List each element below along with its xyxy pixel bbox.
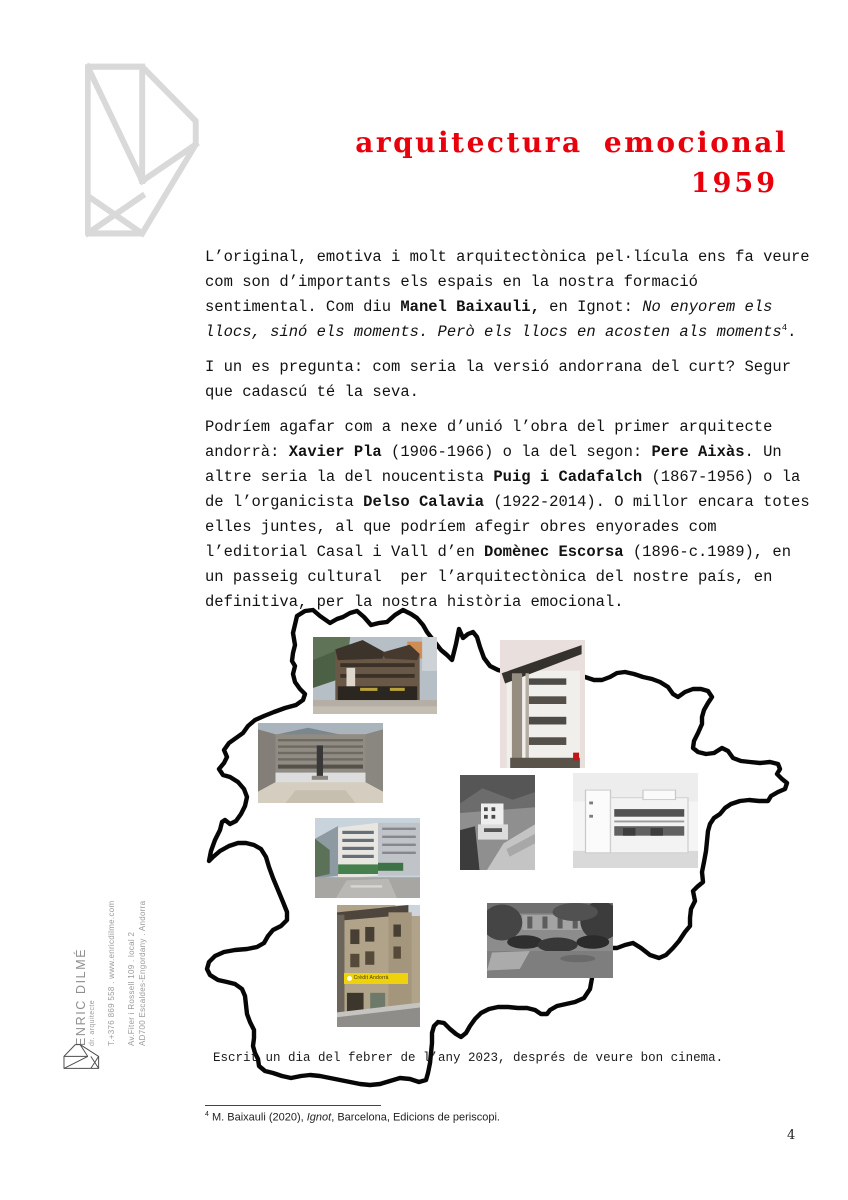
- photo-slanted-roof-building: [500, 640, 585, 768]
- photo-white-modernist-building: [573, 773, 698, 868]
- footnote-text: $^4$ M. Baixauli (2020), Ignot, Barcelona, Edicions de periscopi.: [205, 1111, 500, 1124]
- paragraph: I un es pregunta: com seria la versió andorrana del curt? Segur que cadascú té la seva.: [205, 358, 801, 401]
- photo-hillside-building: [460, 775, 535, 870]
- address-line-2: AD700 Escaldes-Engordany . Andorra: [138, 900, 147, 1046]
- architect-role: dr. arquitecte: [89, 999, 96, 1046]
- page-number: 4: [787, 1128, 796, 1143]
- paragraph: Podríem agafar com a nexe d’unió l’obra del primer arquitecte andorrà: Xavier Pla (1906-1966) o la del segon: Pere Aixàs. Un altre seria la del noucentista Puig i Cadafalch (1867-1956) o la de l’organicista Delso Calavia (1922-2014). O millor encara totes elles juntes, al que podríem afegir obres enyorades com l’editorial Casal i Vall d’en Domènec Escorsa (1896-c.1989), en un passeig cultural per l’arquitectònica del nostre país, en definitiva, per la nostra història emocional.: [205, 418, 819, 611]
- address-line-1: Av.Fiter i Rossell 109 . local 2: [127, 931, 136, 1046]
- page-title: arquitectura emocional: [355, 126, 788, 159]
- footnote-rule: [205, 1105, 381, 1106]
- contact-phone-web: T.+376 869 558 . www.enricdilme.com: [107, 900, 116, 1046]
- bank-sign: Crèdit Andorrà: [344, 973, 409, 984]
- bank-logo-icon: [347, 976, 352, 981]
- closing-line: Escrit un dia del febrer de l’any 2023, després de veure bon cinema.: [213, 1051, 724, 1065]
- paragraph: L’original, emotiva i molt arquitectònica pel·lícula ens fa veure com son d’importants els espais en la nostra formació sentimental. Com diu Manel Baixauli, en Ignot: No enyorem els llocs, sinó els moments. Però els llocs en acosten als moments$^4$.: [205, 248, 819, 341]
- footnote-work-title: Ignot: [306, 1111, 332, 1124]
- photo-historic-house: [313, 637, 437, 714]
- title-year: 1959: [690, 168, 778, 199]
- photo-bank-building: [337, 905, 420, 1027]
- footnote-marker: 4: [205, 1111, 209, 1118]
- enric-dilme-logo-small-icon: [63, 1043, 100, 1069]
- photo-garden: [487, 903, 613, 978]
- article-text: [205, 245, 819, 625]
- photo-street-corner: [315, 818, 420, 898]
- footnote: [205, 1105, 625, 1124]
- enric-dilme-logo-icon: [85, 62, 203, 240]
- architect-name: ENRIC DILMÉ: [74, 947, 88, 1046]
- photo-courtyard-square: [258, 723, 383, 803]
- andorra-map: [195, 595, 810, 1105]
- sidebar-contact: [74, 854, 147, 1046]
